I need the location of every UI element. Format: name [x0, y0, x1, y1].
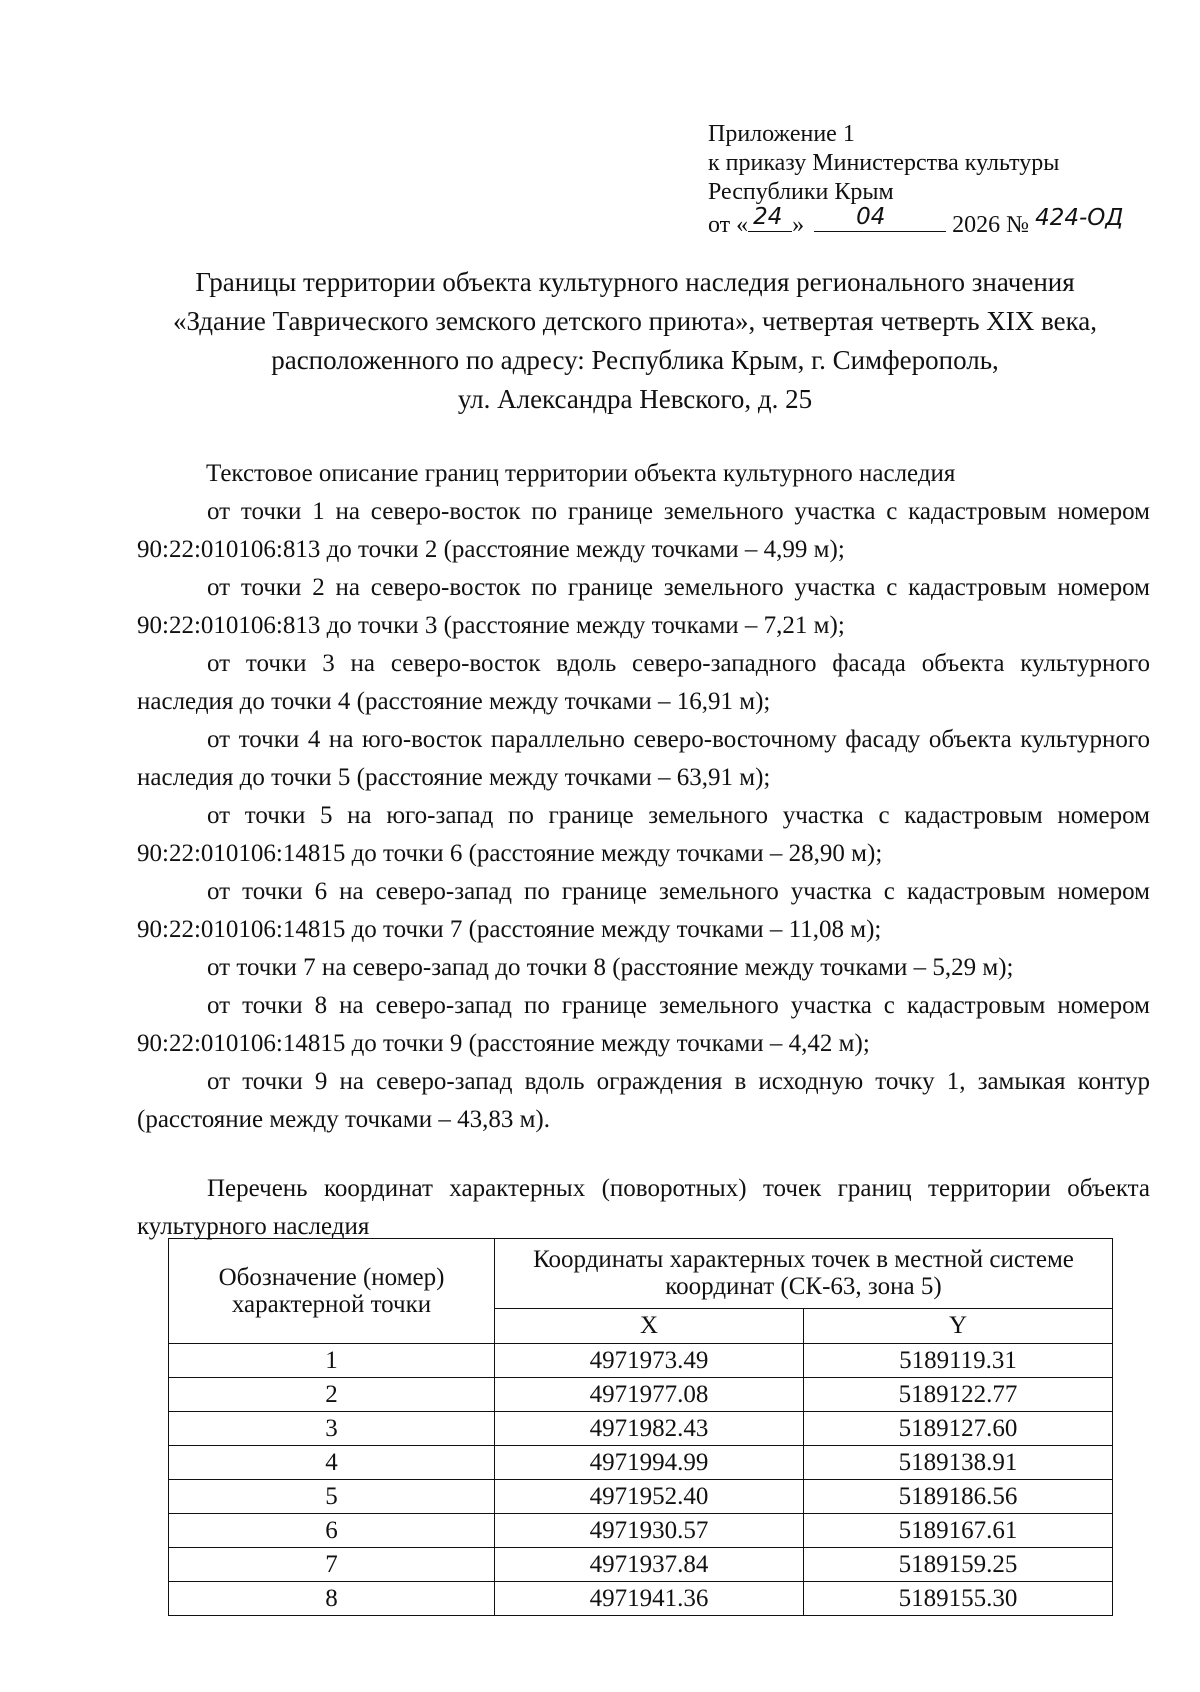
y-cell: 5189138.91 [803, 1446, 1112, 1480]
point-cell: 3 [169, 1412, 495, 1446]
description-paragraph: от точки 2 на северо-восток по границе земельного участка с кадастровым номером 90:22:010106:813 до точки 3 (расстояние между точками – 7,21 м); [137, 574, 1150, 639]
x-cell: 4971930.57 [495, 1514, 804, 1548]
date-quote-close: » [792, 212, 805, 238]
x-cell: 4971937.84 [495, 1548, 804, 1582]
table-row [169, 1582, 1113, 1616]
description-paragraph: от точки 4 на юго-восток параллельно северо-восточному фасаду объекта культурного наследия до точки 5 (расстояние между точками – 63,91 м); [137, 726, 1150, 791]
day-fill [748, 204, 792, 232]
description-paragraph: от точки 7 на северо-запад до точки 8 (расстояние между точками – 5,29 м); [207, 954, 1014, 981]
point-cell: 1 [169, 1344, 495, 1378]
table-row [169, 1378, 1113, 1412]
point-cell: 7 [169, 1548, 495, 1582]
y-cell: 5189186.56 [803, 1480, 1112, 1514]
month-fill [814, 204, 946, 232]
header-point-number: Обозначение (номер) характерной точки [169, 1239, 495, 1344]
month-handwritten: 04 [856, 204, 886, 230]
table-row [169, 1480, 1113, 1514]
x-cell: 4971994.99 [495, 1446, 804, 1480]
point-cell: 6 [169, 1514, 495, 1548]
point-cell: 5 [169, 1480, 495, 1514]
header-x: X [495, 1308, 804, 1343]
description-paragraph: от точки 6 на северо-запад по границе земельного участка с кадастровым номером 90:22:010106:14815 до точки 7 (расстояние между точками – 11,08 м); [137, 878, 1150, 943]
appendix-line-2: к приказу Министерства культуры [708, 150, 1060, 176]
day-handwritten: 24 [753, 204, 783, 230]
appendix-date-line [708, 204, 1137, 240]
header-y: Y [803, 1308, 1112, 1343]
coordinates-intro: Перечень координат характерных (поворотных) точек границ территории объекта культурного наследия [137, 1175, 1150, 1240]
x-cell: 4971941.36 [495, 1582, 804, 1616]
title-line-1: Границы территории объекта культурного наследия регионального значения [195, 267, 1075, 297]
x-cell: 4971982.43 [495, 1412, 804, 1446]
x-cell: 4971952.40 [495, 1480, 804, 1514]
y-cell: 5189155.30 [803, 1582, 1112, 1616]
title-line-3: расположенного по адресу: Республика Крым, г. Симферополь, [271, 345, 999, 375]
y-cell: 5189119.31 [803, 1344, 1112, 1378]
description-paragraph: от точки 1 на северо-восток по границе земельного участка с кадастровым номером 90:22:010106:813 до точки 2 (расстояние между точками – 4,99 м); [137, 498, 1150, 563]
table-row [169, 1514, 1113, 1548]
y-cell: 5189122.77 [803, 1378, 1112, 1412]
description-paragraph: от точки 9 на северо-запад вдоль ограждения в исходную точку 1, замыкая контур (расстояние между точками – 43,83 м). [137, 1068, 1150, 1133]
point-cell: 2 [169, 1378, 495, 1412]
x-cell: 4971973.49 [495, 1344, 804, 1378]
description-paragraph: от точки 5 на юго-запад по границе земельного участка с кадастровым номером 90:22:010106:14815 до точки 6 (расстояние между точками – 28,90 м); [137, 802, 1150, 867]
description-paragraph: от точки 3 на северо-восток вдоль северо-западного фасада объекта культурного наследия до точки 4 (расстояние между точками – 16,91 м); [137, 650, 1150, 715]
description-heading: Текстовое описание границ территории объекта культурного наследия [206, 460, 956, 487]
boundary-description [137, 455, 1150, 1139]
table-row [169, 1412, 1113, 1446]
appendix-line-3: Республики Крым [708, 179, 894, 205]
appendix-block [708, 120, 1137, 240]
date-prefix: от « [708, 212, 749, 238]
x-cell: 4971977.08 [495, 1378, 804, 1412]
table-row [169, 1446, 1113, 1480]
table-row [169, 1548, 1113, 1582]
y-cell: 5189127.60 [803, 1412, 1112, 1446]
appendix-line-1: Приложение 1 [708, 121, 855, 147]
document-title [120, 263, 1150, 419]
number-fill [1029, 205, 1137, 232]
year-and-number-label: 2026 № [952, 212, 1030, 238]
header-coordinates: Координаты характерных точек в местной системе координат (СК-63, зона 5) [495, 1239, 1113, 1309]
table-row [169, 1344, 1113, 1378]
point-cell: 8 [169, 1582, 495, 1616]
y-cell: 5189159.25 [803, 1548, 1112, 1582]
coordinates-table [168, 1238, 1113, 1616]
number-handwritten: 424-ОД [1035, 205, 1124, 231]
title-line-4: ул. Александра Невского, д. 25 [457, 384, 813, 414]
title-line-2: «Здание Таврического земского детского приюта», четвертая четверть XIX века, [172, 306, 1098, 336]
description-paragraph: от точки 8 на северо-запад по границе земельного участка с кадастровым номером 90:22:010106:14815 до точки 9 (расстояние между точками – 4,42 м); [137, 992, 1150, 1057]
y-cell: 5189167.61 [803, 1514, 1112, 1548]
point-cell: 4 [169, 1446, 495, 1480]
